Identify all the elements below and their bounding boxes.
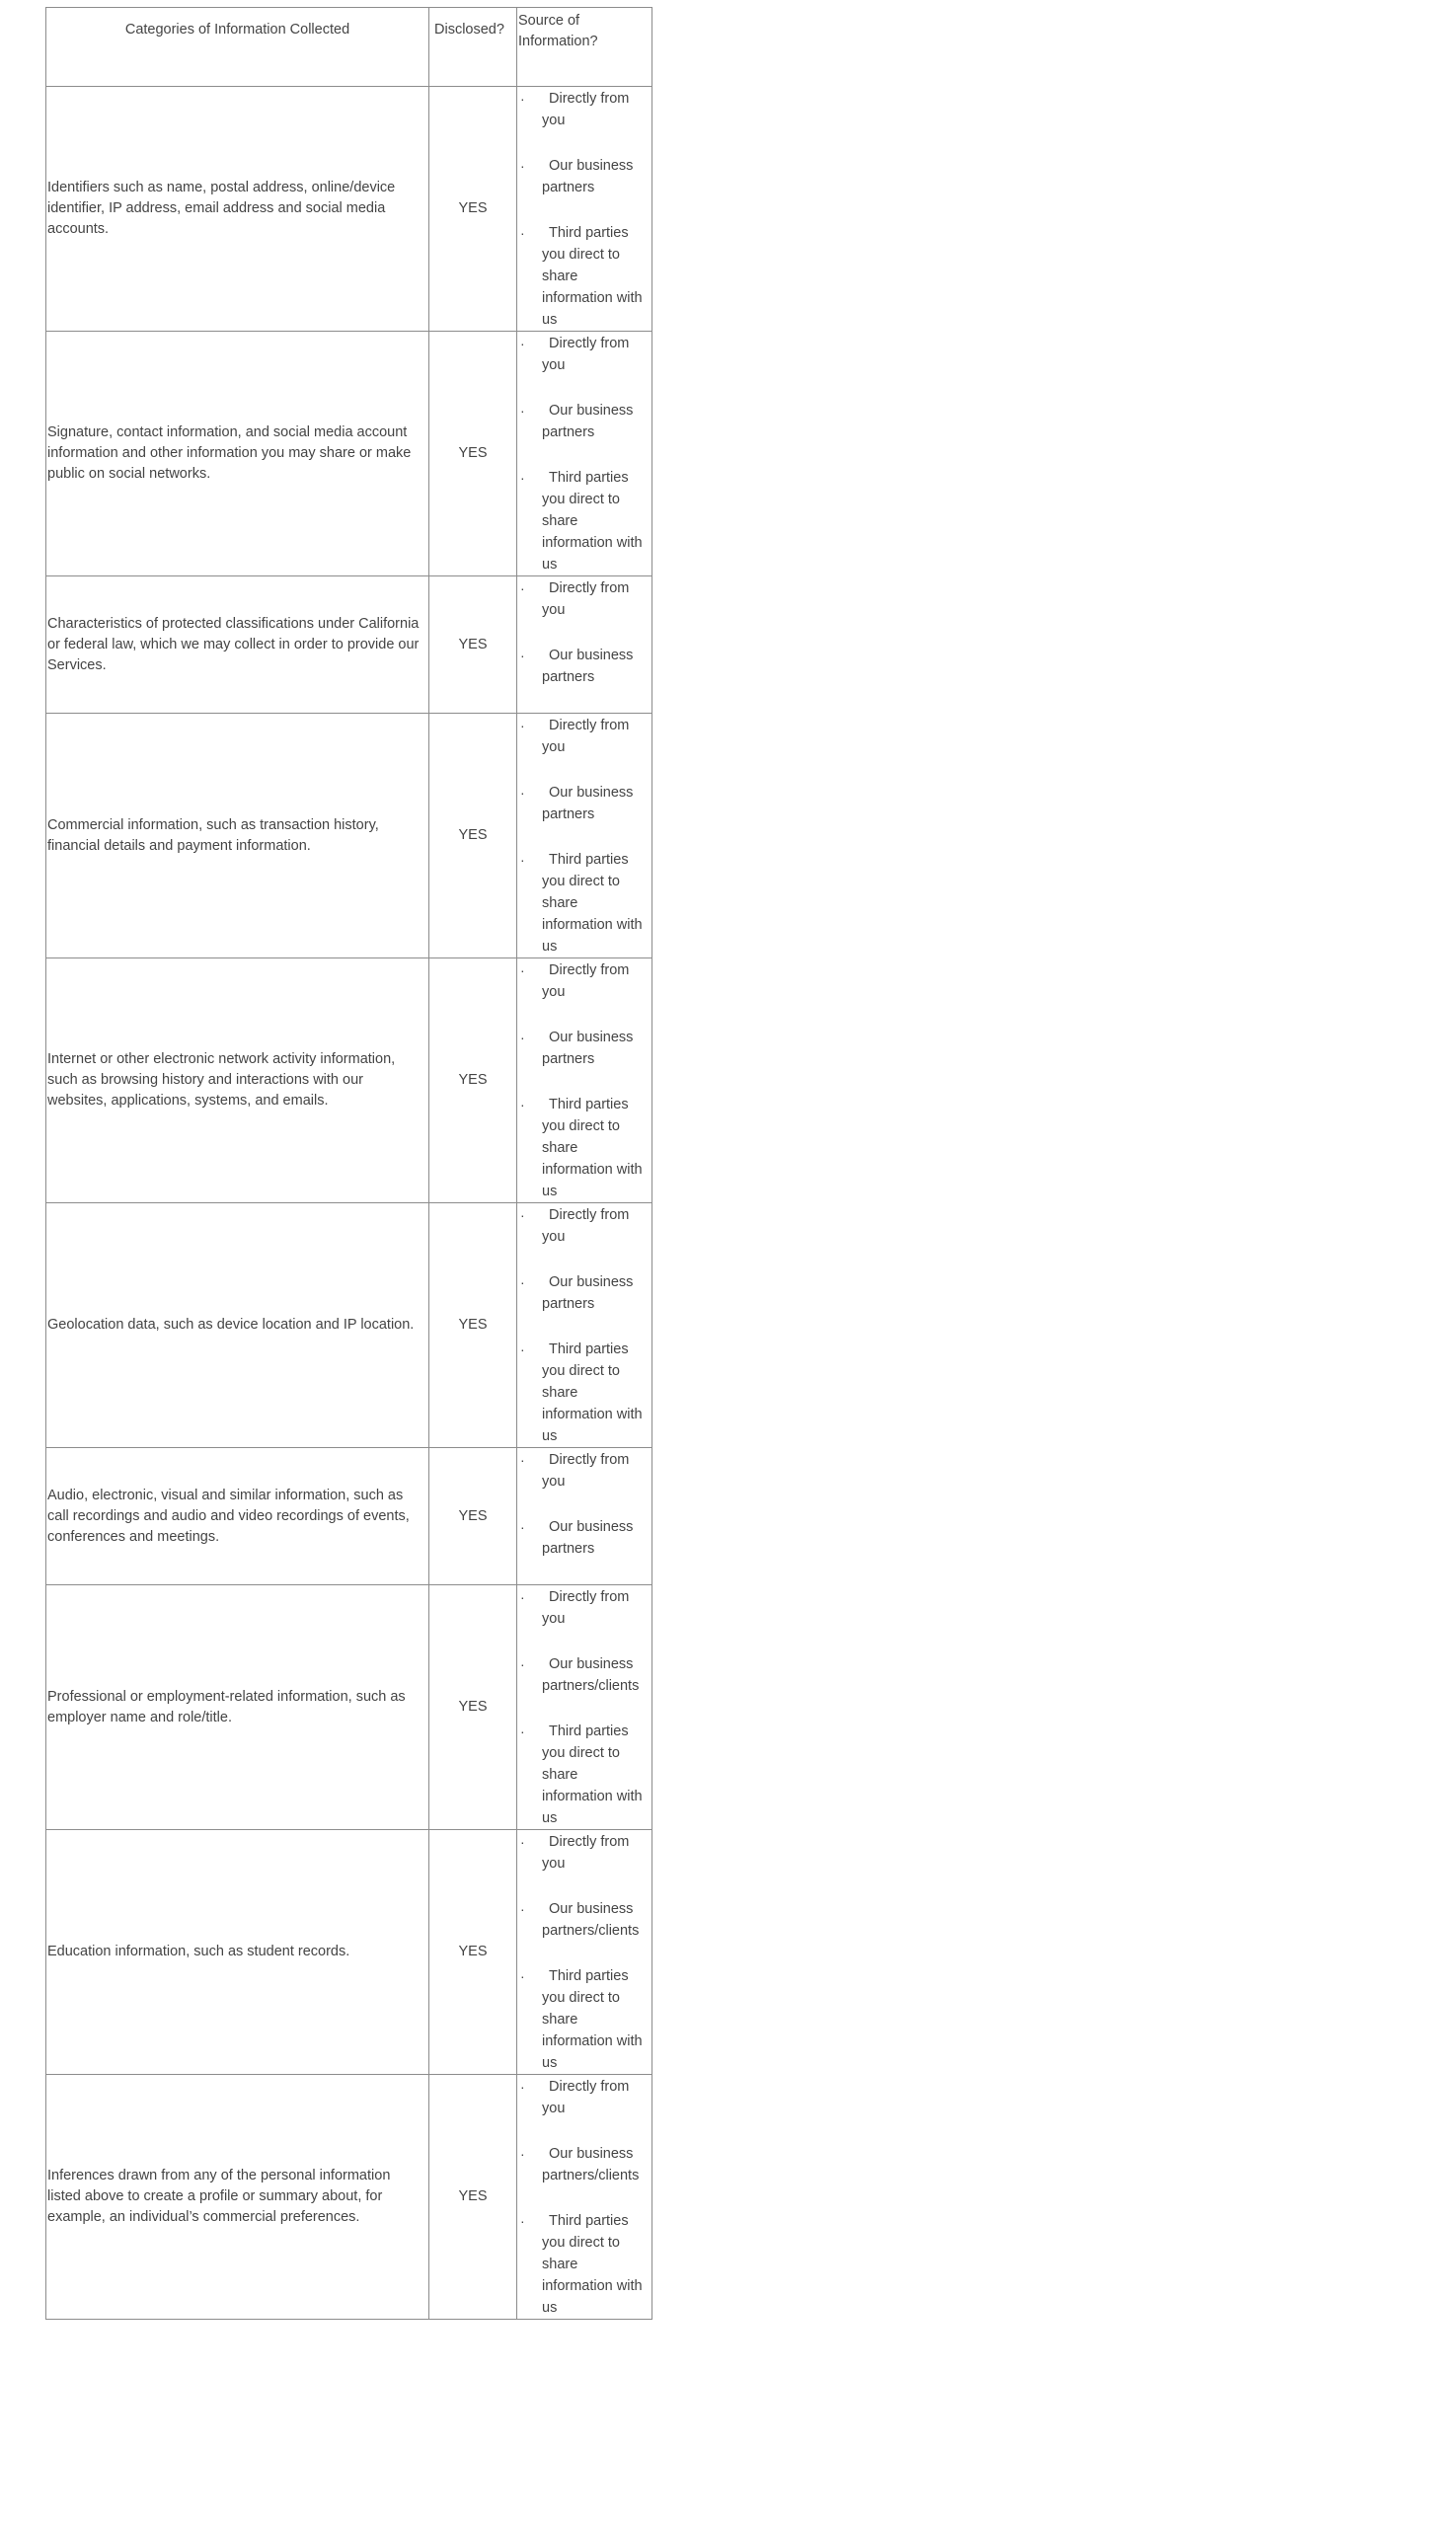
source-list-item [517,155,651,198]
disclosed-cell: YES [429,576,517,714]
bullet-icon: · [520,852,525,868]
source-list-item [517,959,651,1003]
bullet-icon: · [520,336,525,351]
source-list [517,958,651,1202]
source-text: Directly from you [542,1834,630,1872]
bullet-icon: · [520,1723,525,1739]
source-text: Our business partners [542,1030,634,1067]
source-list [517,1585,651,1829]
source-text: Directly from you [542,1207,630,1245]
source-list-item [517,645,651,688]
source-text: Our business partners/clients [542,1901,640,1939]
source-cell [517,958,652,1203]
disclosed-cell: YES [429,332,517,576]
bullet-icon: · [520,1901,525,1917]
bullet-icon: · [520,1834,525,1850]
source-list [517,576,651,688]
source-text: Our business partners/clients [542,2146,640,2183]
disclosed-cell: YES [429,958,517,1203]
source-text: Directly from you [542,1452,630,1490]
source-list-item [517,2076,651,2119]
source-cell [517,1830,652,2075]
source-list [517,714,651,957]
source-list [517,1448,651,1560]
source-list-item [517,467,651,575]
source-list [517,1830,651,2074]
table-row [46,714,652,958]
source-text: Directly from you [542,1589,630,1627]
source-list-item [517,222,651,331]
source-list-item [517,400,651,443]
source-text: Our business partners [542,1519,634,1557]
table-row [46,332,652,576]
source-list-item [517,88,651,131]
source-text: Directly from you [542,962,630,1000]
source-text: Our business partners [542,648,634,685]
table-row [46,1585,652,1830]
source-text: Our business partners [542,158,634,195]
category-cell: Internet or other electronic network activity information, such as browsing history and interactions with our websites, applications, systems, and emails. [46,958,429,1203]
personal-information-table [45,7,652,2320]
source-text: Directly from you [542,336,630,373]
source-list-item [517,1653,651,1697]
source-text: Third parties you direct to share information with us [542,470,643,573]
header-source: Source of Information? [517,8,652,87]
table-body [46,87,652,2320]
bullet-icon: · [520,1274,525,1290]
source-cell [517,576,652,714]
bullet-icon: · [520,1341,525,1357]
table-row [46,1203,652,1448]
source-list-item [517,1831,651,1875]
disclosed-cell: YES [429,1830,517,2075]
source-cell [517,2075,652,2320]
source-list-item [517,1027,651,1070]
source-list-item [517,1094,651,1202]
source-list-item [517,577,651,621]
source-list-item [517,1721,651,1829]
source-list-item [517,1516,651,1560]
source-cell [517,1448,652,1585]
category-cell: Audio, electronic, visual and similar information, such as call recordings and audio and video recordings of events, conferences and meetings. [46,1448,429,1585]
source-text: Third parties you direct to share information with us [542,852,643,955]
source-text: Directly from you [542,2079,630,2116]
table-row [46,576,652,714]
source-cell [517,1585,652,1830]
bullet-icon: · [520,1968,525,1984]
source-list [517,1203,651,1447]
bullet-icon: · [520,1656,525,1672]
source-cell [517,714,652,958]
source-text: Third parties you direct to share information with us [542,1097,643,1199]
table-row [46,958,652,1203]
bullet-icon: · [520,470,525,486]
bullet-icon: · [520,580,525,596]
bullet-icon: · [520,91,525,107]
source-list [517,87,651,331]
source-text: Directly from you [542,718,630,755]
source-list-item [517,1449,651,1493]
category-cell: Professional or employment-related information, such as employer name and role/title. [46,1585,429,1830]
source-list-item [517,2143,651,2186]
source-text: Directly from you [542,91,630,128]
source-text: Third parties you direct to share information with us [542,1341,643,1444]
table-row [46,1448,652,1585]
category-cell: Inferences drawn from any of the personal information listed above to create a profile or summary about, for example, an individual’s commercial preferences. [46,2075,429,2320]
bullet-icon: · [520,225,525,241]
source-list [517,332,651,575]
bullet-icon: · [520,1452,525,1468]
bullet-icon: · [520,1207,525,1223]
bullet-icon: · [520,1030,525,1045]
source-list-item [517,1204,651,1248]
disclosed-cell: YES [429,714,517,958]
bullet-icon: · [520,1519,525,1535]
source-cell [517,332,652,576]
disclosed-cell: YES [429,1448,517,1585]
source-list-item [517,333,651,376]
source-text: Third parties you direct to share information with us [542,225,643,328]
bullet-icon: · [520,158,525,174]
table-row [46,1830,652,2075]
table-row [46,2075,652,2320]
source-text: Third parties you direct to share information with us [542,2213,643,2316]
source-cell [517,1203,652,1448]
trailing-text-fragment [45,2520,651,2527]
bullet-icon: · [520,648,525,663]
table-header-row [46,8,652,87]
category-cell: Characteristics of protected classifications under California or federal law, which we may collect in order to provide our Services. [46,576,429,714]
source-text: Our business partners/clients [542,1656,640,1694]
category-cell: Identifiers such as name, postal address, online/device identifier, IP address, email address and social media accounts. [46,87,429,332]
personal-information-table-container [45,7,651,2320]
category-cell: Geolocation data, such as device location and IP location. [46,1203,429,1448]
source-list-item [517,1271,651,1315]
source-list-item [517,1965,651,2074]
bullet-icon: · [520,1589,525,1605]
bullet-icon: · [520,2146,525,2162]
source-text: Our business partners [542,403,634,440]
source-list-item [517,782,651,825]
source-cell [517,87,652,332]
source-list-item [517,1898,651,1942]
source-list [517,2075,651,2319]
disclosed-cell: YES [429,87,517,332]
source-list-item [517,1586,651,1630]
header-disclosed: Disclosed? [429,8,517,87]
table-row [46,87,652,332]
bullet-icon: · [520,718,525,733]
bullet-icon: · [520,962,525,978]
bullet-icon: · [520,785,525,801]
source-text: Our business partners [542,785,634,822]
source-list-item [517,1339,651,1447]
source-text: Third parties you direct to share information with us [542,1968,643,2071]
disclosed-cell: YES [429,1585,517,1830]
source-text: Directly from you [542,580,630,618]
source-list-item [517,715,651,758]
source-text: Third parties you direct to share information with us [542,1723,643,1826]
disclosed-cell: YES [429,1203,517,1448]
bullet-icon: · [520,1097,525,1112]
bullet-icon: · [520,2079,525,2095]
bullet-icon: · [520,2213,525,2229]
source-list-item [517,849,651,957]
disclosed-cell: YES [429,2075,517,2320]
category-cell: Commercial information, such as transaction history, financial details and payment information. [46,714,429,958]
header-categories: Categories of Information Collected [46,8,429,87]
source-list-item [517,2210,651,2319]
category-cell: Education information, such as student records. [46,1830,429,2075]
category-cell: Signature, contact information, and social media account information and other information you may share or make public on social networks. [46,332,429,576]
bullet-icon: · [520,403,525,419]
source-text: Our business partners [542,1274,634,1312]
